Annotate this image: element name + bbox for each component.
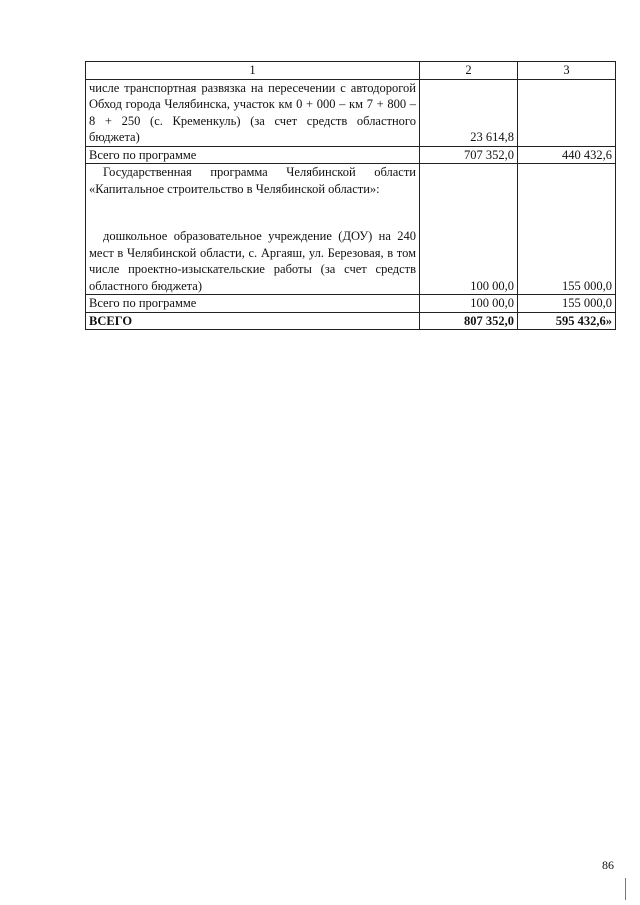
row-value-col-2: 100 00,0 bbox=[420, 295, 518, 313]
paragraph-gap bbox=[89, 197, 416, 228]
program-item-text: дошкольное образовательное учреждение (ДОУ) на 240 мест в Челябинской области, с. Аргаяш, ул. Березовая, в том числе проектно-изыскательские работы (за счет средств областного бюджета) bbox=[89, 229, 416, 293]
grand-total-col-2: 807 352,0 bbox=[420, 312, 518, 330]
row-value-col-2: 100 00,0 bbox=[420, 164, 518, 295]
row-value-col-3: 440 432,6 bbox=[518, 146, 616, 164]
row-description bbox=[86, 164, 420, 295]
program-title: Государственная программа Челябинской области «Капитальное строительство в Челябинской области»: bbox=[89, 165, 416, 196]
table-header-row bbox=[86, 62, 616, 80]
scan-margin-mark bbox=[625, 878, 626, 900]
row-description: числе транспортная развязка на пересечении с автодорогой Обход города Челябинска, участок км 0 + 000 – км 7 + 800 – 8 + 250 (с. Кременкуль) (за счет средств областного бюджета) bbox=[86, 79, 420, 146]
header-col-3: 3 bbox=[518, 62, 616, 80]
header-col-1: 1 bbox=[86, 62, 420, 80]
row-value-col-2: 23 614,8 bbox=[420, 79, 518, 146]
table-row-program-subtotal-1 bbox=[86, 146, 616, 164]
grand-total-col-3: 595 432,6» bbox=[518, 312, 616, 330]
budget-table bbox=[85, 61, 616, 330]
row-value-col-3 bbox=[518, 79, 616, 146]
row-value-col-2: 707 352,0 bbox=[420, 146, 518, 164]
row-description: Всего по программе bbox=[86, 295, 420, 313]
table-row-road-interchange bbox=[86, 79, 616, 146]
row-value-col-3: 155 000,0 bbox=[518, 295, 616, 313]
grand-total-label: ВСЕГО bbox=[86, 312, 420, 330]
table-row-grand-total bbox=[86, 312, 616, 330]
page-number: 86 bbox=[602, 858, 614, 872]
row-description: Всего по программе bbox=[86, 146, 420, 164]
header-col-2: 2 bbox=[420, 62, 518, 80]
row-value-col-3: 155 000,0 bbox=[518, 164, 616, 295]
table-row-program-subtotal-2 bbox=[86, 295, 616, 313]
table-row-capital-construction-program bbox=[86, 164, 616, 295]
